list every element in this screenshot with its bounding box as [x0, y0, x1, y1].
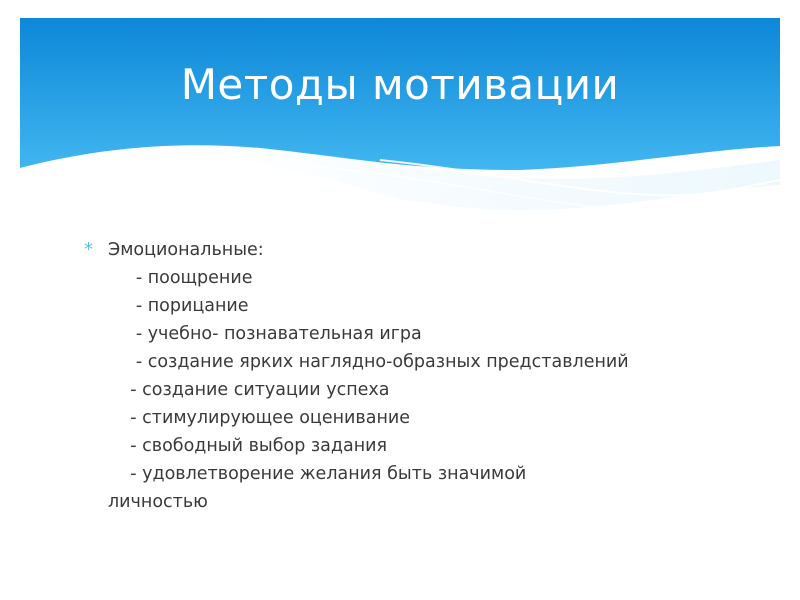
- list-item: [84, 236, 744, 516]
- bullet-icon: *: [84, 239, 93, 260]
- header-wave-background: [0, 0, 800, 230]
- method-line: - удовлетворение желания быть значимой: [108, 464, 527, 484]
- method-line: - свободный выбор задания: [108, 436, 388, 456]
- list-item-text: [108, 236, 629, 516]
- method-line: - учебно- познавательная игра: [108, 324, 422, 344]
- content-list: [84, 236, 744, 516]
- method-line: - поощрение: [108, 268, 253, 288]
- method-line-continuation: личностью: [108, 492, 208, 512]
- slide-title: Методы мотивации: [180, 60, 620, 109]
- method-line: - создание ситуации успеха: [108, 380, 390, 400]
- method-line: - стимулирующее оценивание: [108, 408, 411, 428]
- method-line: - порицание: [108, 296, 249, 316]
- method-line: - создание ярких наглядно-образных представлений: [108, 352, 629, 372]
- category-label: Эмоциональные:: [108, 240, 264, 260]
